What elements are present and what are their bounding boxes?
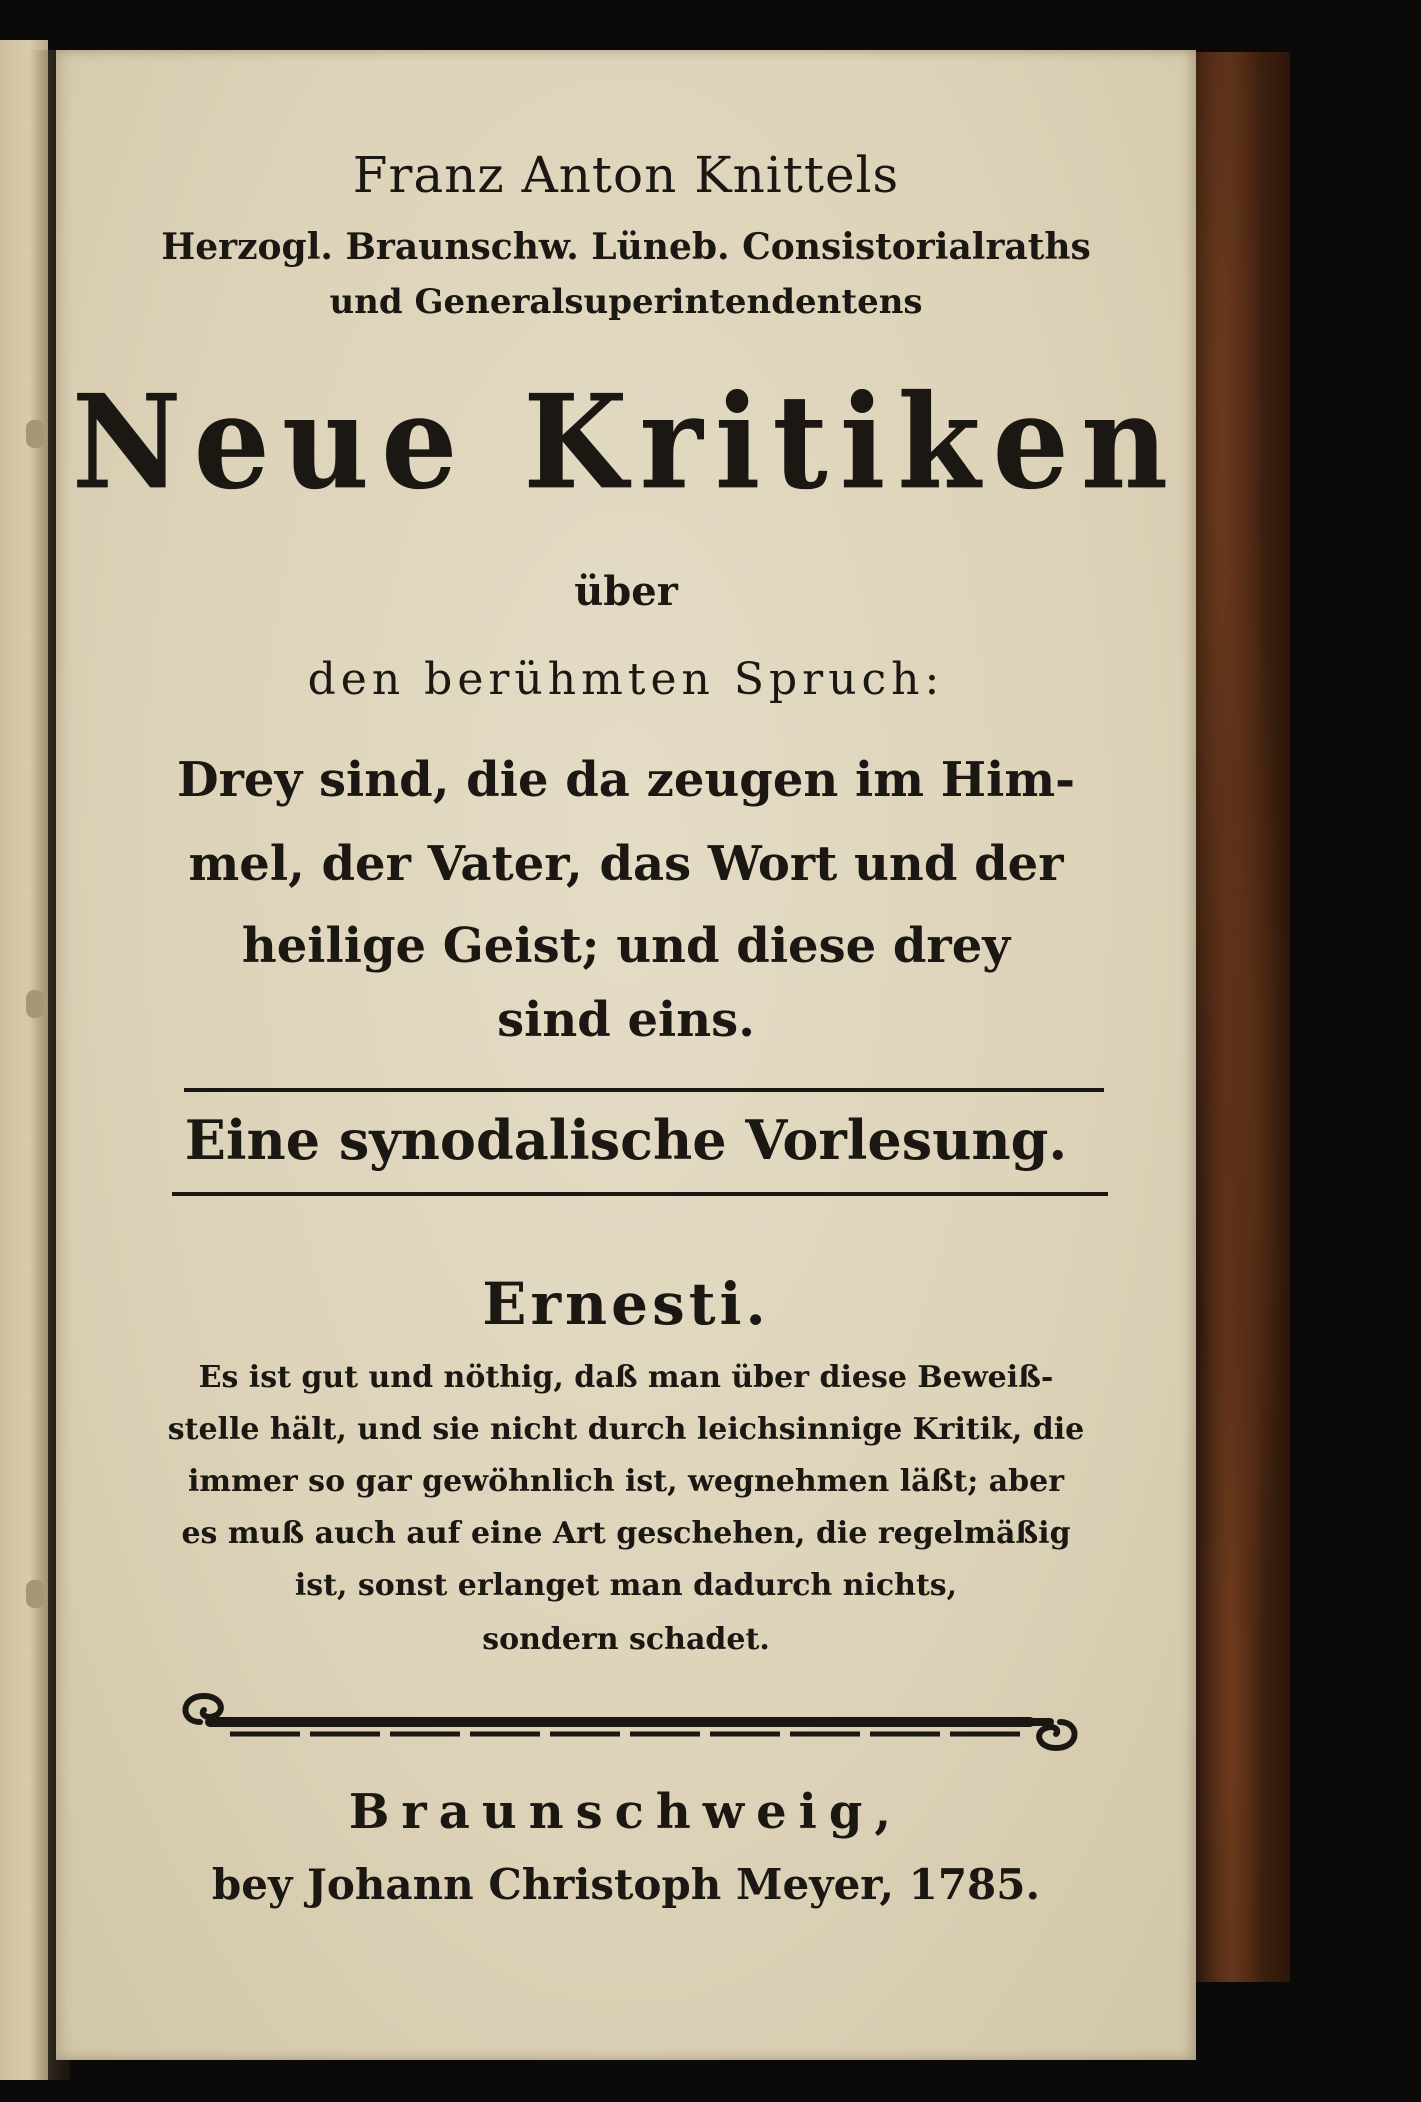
quote-line: sondern schadet. [482, 1622, 770, 1657]
verse-line: mel, der Vater, das Wort und der [188, 836, 1064, 892]
publication-place: Braunschweig, [348, 1784, 904, 1840]
publisher-imprint: bey Johann Christoph Meyer, 1785. [211, 1860, 1041, 1909]
verse-line: Drey sind, die da zeugen im Him- [176, 752, 1076, 808]
quote-line: Es ist gut und nöthig, daß man über diese Beweiß- [198, 1360, 1054, 1395]
quote-line: es muß auch auf eine Art geschehen, die regelmäßig [181, 1516, 1071, 1551]
ornamental-rule [170, 1682, 1090, 1762]
binding-hole [26, 990, 44, 1018]
divider-rule [172, 1192, 1108, 1196]
preposition: über [574, 568, 678, 615]
quote-line: stelle hält, und sie nicht durch leichsinnige Kritik, die [167, 1412, 1085, 1447]
title-page [56, 50, 1196, 2060]
author-office-line2: und Generalsuperintendentens [329, 282, 923, 322]
verse-line: sind eins. [497, 992, 755, 1048]
verse-intro: den berühmten Spruch: [307, 654, 945, 705]
quote-line: immer so gar gewöhnlich ist, wegnehmen läßt; aber [187, 1464, 1065, 1499]
book-title: Neue Kritiken [71, 366, 1181, 519]
quote-line: ist, sonst erlanget man dadurch nichts, [294, 1568, 958, 1603]
author-office-line1: Herzogl. Braunschw. Lüneb. Consistorialraths [161, 226, 1091, 268]
divider-rule [184, 1088, 1104, 1092]
binding-hole [26, 420, 44, 448]
subtitle: Eine synodalische Vorlesung. [184, 1108, 1068, 1172]
binding-hole [26, 1580, 44, 1608]
author-name: Franz Anton Knittels [352, 146, 900, 204]
leather-cover [1192, 52, 1290, 1982]
quote-author: Ernesti. [482, 1270, 770, 1338]
verse-line: heilige Geist; und diese drey [241, 918, 1011, 974]
